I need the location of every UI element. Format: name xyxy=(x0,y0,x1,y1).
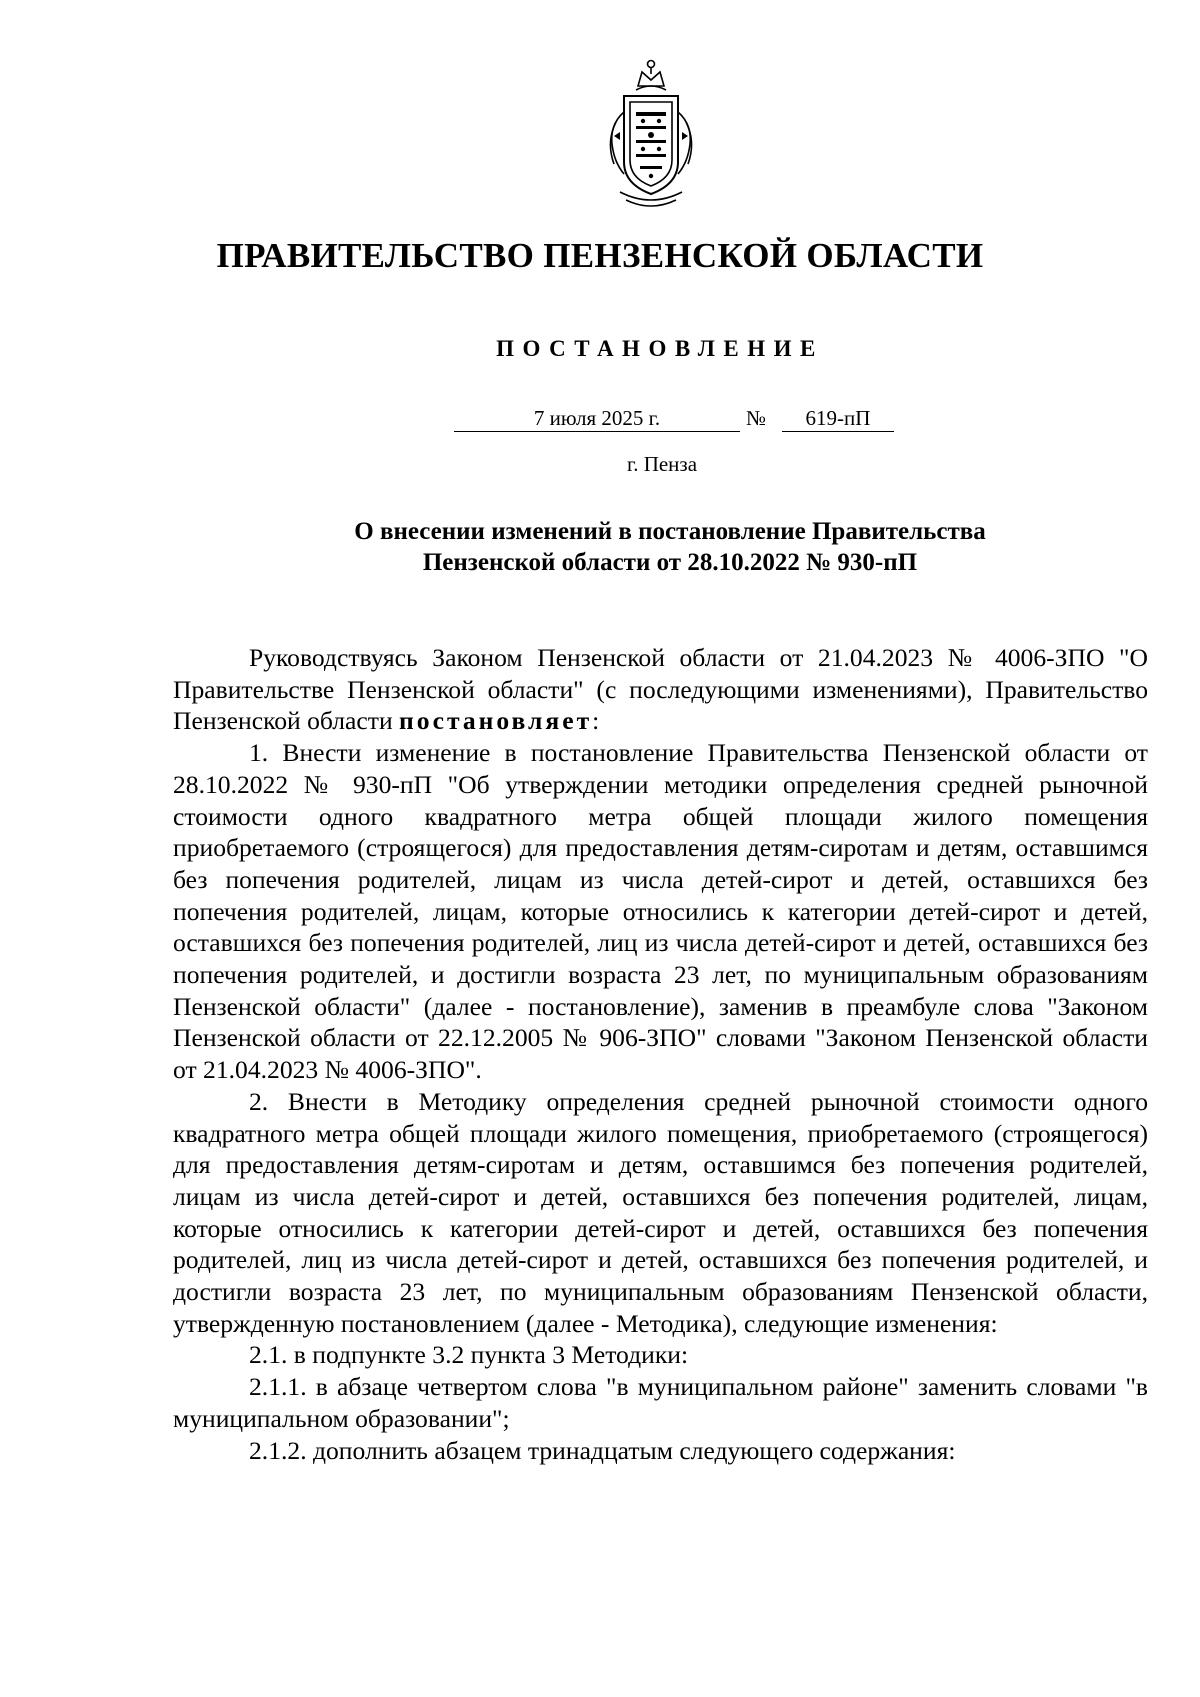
number-sign: № xyxy=(746,406,767,430)
document-type: ПОСТАНОВЛЕНИЕ xyxy=(496,336,824,361)
paragraph-2-1-1: 2.1.1. в абзаце четвертом слова "в муниципальном районе" заменить словами "в муниципальном образовании"; xyxy=(173,1372,1148,1433)
document-subject xyxy=(170,516,1170,578)
city: г. Пенза xyxy=(626,452,698,476)
document-body xyxy=(173,642,1148,1466)
subject-line-2: Пензенской области от 28.10.2022 № 930-пП xyxy=(422,549,918,576)
document-number: 619-пП xyxy=(782,406,894,432)
paragraph-2-1-2: 2.1.2. дополнить абзацем тринадцатым следующего содержания: xyxy=(249,1435,956,1465)
preamble-text: Руководствуясь Законом Пензенской области от 21.04.2023 № 4006-ЗПО "О Правительстве Пензенской области" (с последующими изменениями), Правительство Пензенской области xyxy=(173,643,1148,736)
preamble-paragraph xyxy=(173,642,1148,737)
government-title: ПРАВИТЕЛЬСТВО ПЕНЗЕНСКОЙ ОБЛАСТИ xyxy=(216,236,984,275)
preamble-verb: постановляет xyxy=(399,706,593,736)
coat-of-arms-emblem xyxy=(596,52,706,212)
paragraph-2: 2. Внести в Методику определения средней рыночной стоимости одного квадратного метра общей площади жилого помещения, приобретаемого (строящегося) для предоставления детям-сиротам и детям, оставшимся без попечения родителей, лицам из числа детей-сирот и детей, оставшихся без попечения родителей, лицам, которые относились к категории детей-сирот и детей, оставшихся без попечения родителей, лиц из числа детей-сирот и детей, оставшихся без попечения родителей, и достигли возраста 23 лет, по муниципальным образованиям Пензенской области, утвержденную постановлением (далее - Методика), следующие изменения: xyxy=(173,1086,1148,1338)
paragraph-1: 1. Внести изменение в постановление Правительства Пензенской области от 28.10.2022 № 930-пП "Об утверждении методики определения средней рыночной стоимости одного квадратного метра общей площади жилого помещения приобретаемого (строящегося) для предоставления детям-сиротам и детям, оставшимся без попечения родителей, лицам из числа детей-сирот и детей, оставшихся без попечения родителей, лицам, которые относились к категории детей-сирот и детей, оставшихся без попечения родителей, лиц из числа детей-сирот и детей, оставшихся без попечения родителей, и достигли возраста 23 лет, по муниципальным образованиям Пензенской области" (далее - постановление), заменив в преамбуле слова "Законом Пензенской области от 22.12.2005 № 906-ЗПО" словами "Законом Пензенской области от 21.04.2023 № 4006-ЗПО". xyxy=(173,738,1148,1085)
subject-line-1: О внесении изменений в постановление Правительства xyxy=(354,518,986,545)
document-date: 7 июля 2025 г. xyxy=(454,406,740,432)
paragraph-2-1: 2.1. в подпункте 3.2 пункта 3 Методики: xyxy=(249,1340,689,1370)
preamble-end: : xyxy=(592,706,600,736)
